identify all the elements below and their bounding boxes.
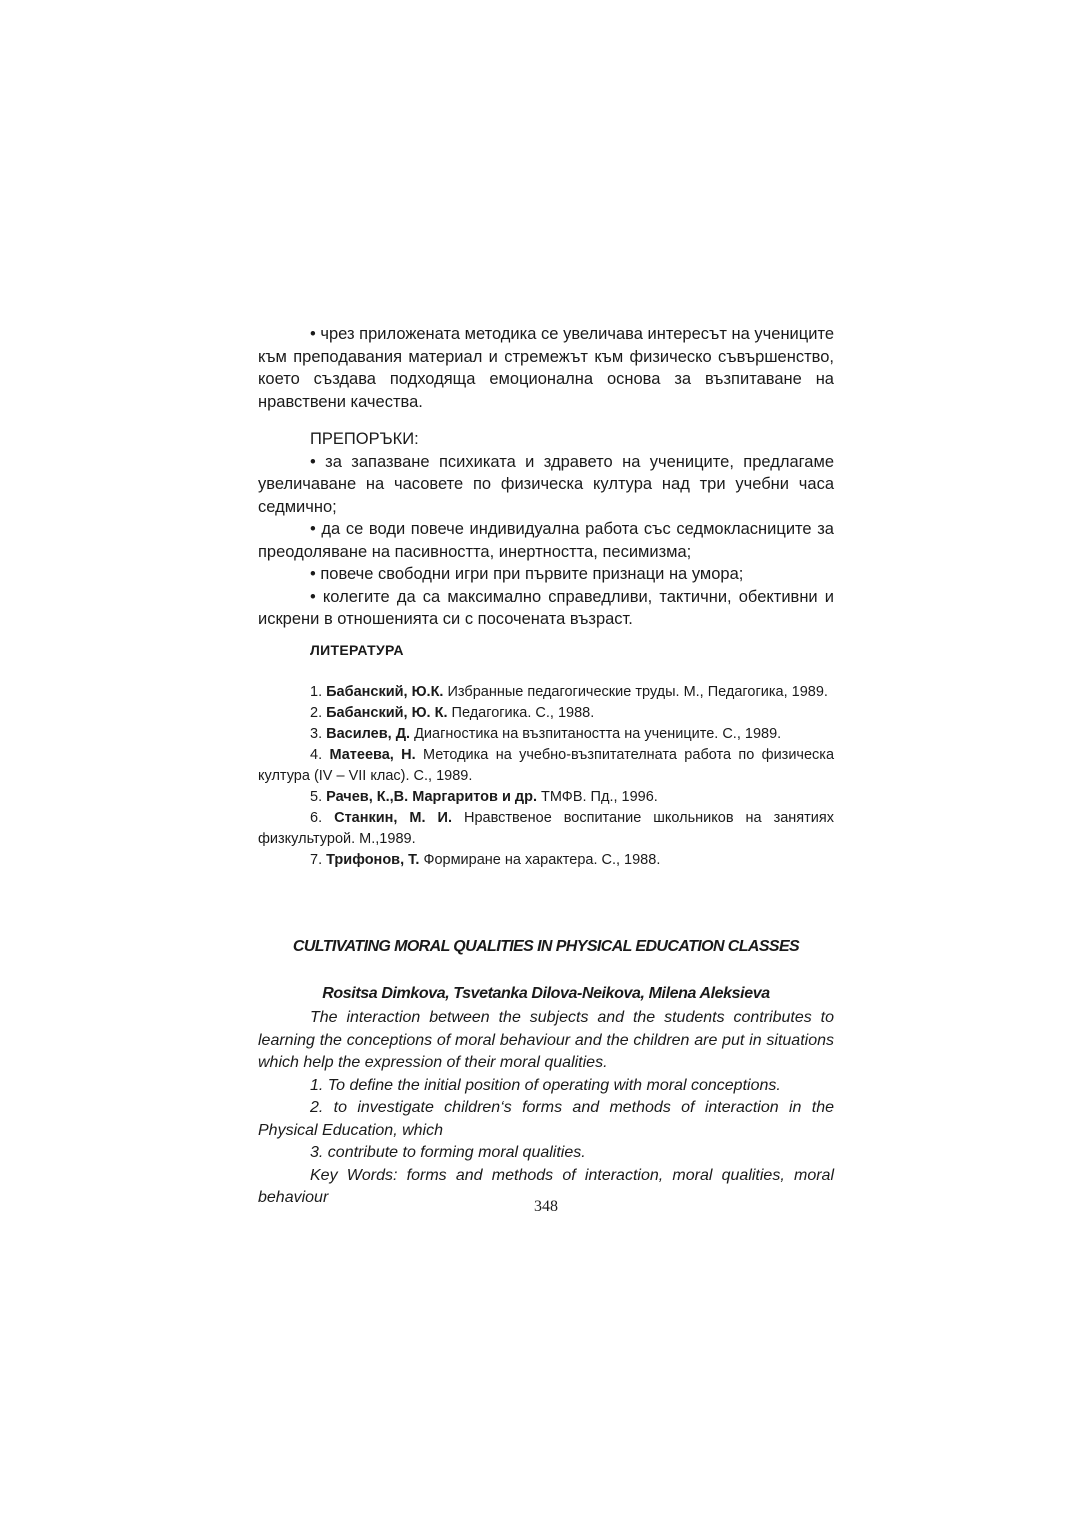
reference-text: Методика на учебно-възпитателната работа по физическа култура (IV – VII клас). С., 1989. [258, 747, 835, 784]
reference-item [258, 682, 834, 703]
reference-item [258, 745, 834, 787]
recommendations-block [258, 428, 834, 631]
summary-paragraph: 1. To define the initial position of operating with moral conceptions. [310, 1076, 781, 1094]
reference-author: Трифонов, Т. [326, 852, 420, 868]
reference-text: Нравственое воспитание школьников на занятиях физкультурой. М.,1989. [258, 810, 835, 847]
summary-paragraph: 2. to investigate children‘s forms and methods of interaction in the Physical Education, which [258, 1099, 834, 1139]
reference-item [258, 808, 834, 850]
recommendation-item: • колегите да са максимално справедливи, тактични, обективни и искрени в отношенията си с посочената възраст. [258, 587, 834, 628]
reference-number: 5. [310, 789, 323, 805]
summary-paragraph: 3. contribute to forming moral qualities. [310, 1144, 586, 1161]
reference-text: Педагогика. С., 1988. [451, 705, 595, 721]
references-list [258, 682, 834, 871]
reference-author: Рачев, К.,В. Маргаритов и др. [326, 789, 537, 805]
reference-item [258, 787, 834, 808]
reference-text: Диагностика на възпитаността на учениците. С., 1989. [414, 726, 782, 742]
english-summary-title: CULTIVATING MORAL QUALITIES IN PHYSICAL EDUCATION CLASSES [292, 938, 800, 955]
reference-author: Станкин, М. И. [334, 810, 452, 826]
english-summary-body [258, 1007, 834, 1210]
document-page [258, 0, 834, 1528]
reference-item [258, 850, 834, 871]
reference-number: 2. [310, 705, 323, 721]
reference-number: 1. [310, 684, 323, 700]
literature-title: ЛИТЕРАТУРА [310, 642, 404, 658]
recommendation-item: • да се води повече индивидуална работа със седмокласниците за преодоляване на пасивността, инертността, песимизма; [258, 520, 834, 561]
conclusion-paragraph: • чрез приложената методика се увеличава интересът на учениците към преподавания материал и стремежът към физическо съвършенство, което създава подходяща емоционална основа за възпитаване на нравствени качества. [258, 325, 834, 411]
reference-number: 4. [310, 747, 323, 763]
reference-author: Бабанский, Ю.К. [326, 684, 444, 700]
reference-item [258, 703, 834, 724]
recommendation-item: • за запазване психиката и здравето на учениците, предлагаме увеличаване на часовете по физическа култура над три учебни часа седмично; [258, 452, 834, 516]
reference-author: Бабанский, Ю. К. [326, 705, 448, 721]
reference-text: Избранные педагогические труды. М., Педагогика, 1989. [447, 684, 828, 700]
reference-author: Василев, Д. [326, 726, 411, 742]
reference-text: Формиране на характера. С., 1988. [423, 852, 661, 868]
english-summary-authors: Rositsa Dimkova, Tsvetanka Dilova-Neikova, Milena Aleksieva [322, 985, 770, 1002]
recommendation-item: • повече свободни игри при първите признаци на умора; [310, 565, 744, 583]
key-words: Key Words: forms and methods of interaction, moral qualities, moral behaviour [258, 1166, 834, 1206]
reference-text: ТМФВ. Пд., 1996. [541, 789, 658, 805]
reference-number: 6. [310, 810, 323, 826]
recommendations-heading: ПРЕПОРЪКИ: [310, 430, 419, 448]
summary-paragraph: The interaction between the subjects and the students contributes to learning the conceptions of moral behaviour and the children are put in situations which help the expression of their moral qualities. [258, 1009, 834, 1071]
reference-number: 3. [310, 726, 323, 742]
reference-author: Матеева, Н. [329, 747, 416, 763]
reference-item [258, 724, 834, 745]
page-number: 348 [534, 1198, 558, 1215]
conclusion-block [258, 323, 834, 413]
reference-number: 7. [310, 852, 323, 868]
